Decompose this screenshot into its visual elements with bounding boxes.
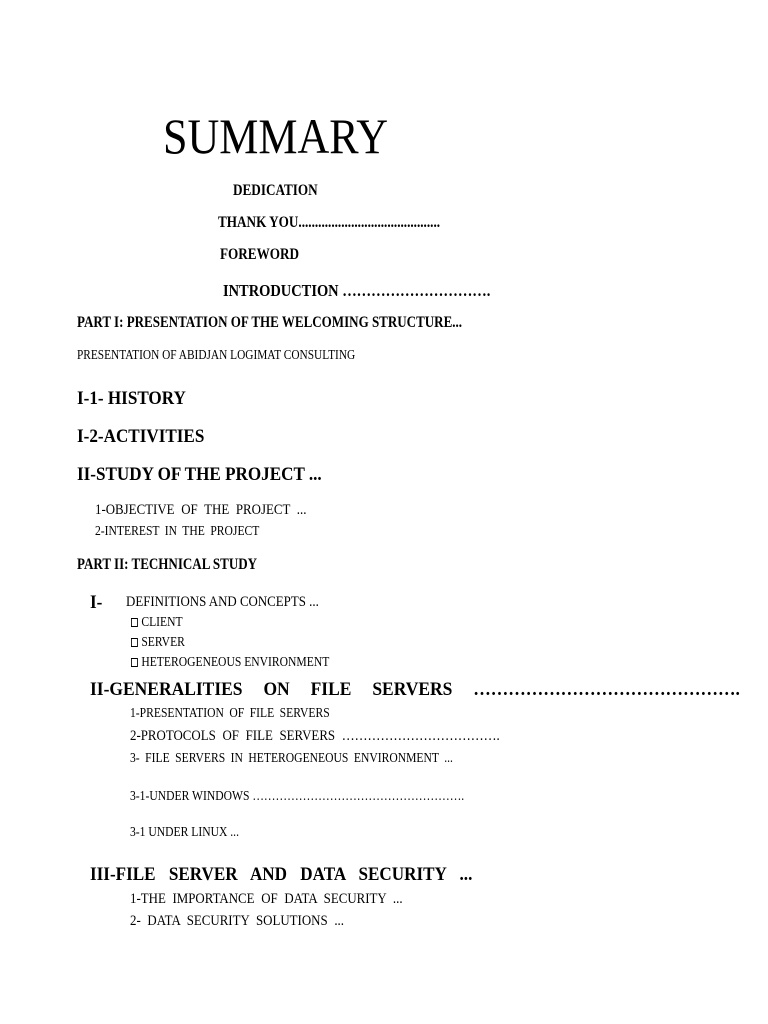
toc-definitions-number: I- — [90, 592, 103, 613]
toc-data-security: III-FILE SERVER AND DATA SECURITY ... — [90, 864, 473, 885]
toc-presentation-file-servers: 1-PRESENTATION OF FILE SERVERS — [130, 705, 330, 720]
toc-study-project: II-STUDY OF THE PROJECT ... — [77, 464, 322, 485]
toc-solutions: 2- DATA SECURITY SOLUTIONS ... — [130, 913, 345, 929]
toc-activities: I-2-ACTIVITIES — [77, 426, 205, 447]
toc-importance: 1-THE IMPORTANCE OF DATA SECURITY ... — [130, 891, 403, 907]
toc-introduction: INTRODUCTION …………………………. — [223, 281, 491, 300]
toc-foreword: FOREWORD — [220, 246, 300, 263]
square-bullet-icon — [131, 618, 138, 627]
toc-bullet-heterogeneous: HETEROGENEOUS ENVIRONMENT — [131, 655, 329, 669]
toc-under-windows: 3-1-UNDER WINDOWS ………………………………………………. — [130, 788, 465, 803]
toc-bullet-client: CLIENT — [131, 615, 183, 629]
toc-definitions: DEFINITIONS AND CONCEPTS ... — [126, 594, 319, 610]
toc-dedication: DEDICATION — [233, 182, 318, 199]
toc-heterogeneous: 3- FILE SERVERS IN HETEROGENEOUS ENVIRONMENT ... — [130, 750, 453, 765]
toc-part1-subheading: PRESENTATION OF ABIDJAN LOGIMAT CONSULTING — [77, 347, 356, 362]
toc-bullet-server: SERVER — [131, 635, 185, 649]
toc-protocols: 2-PROTOCOLS OF FILE SERVERS ………………………………. — [130, 728, 500, 744]
square-bullet-icon — [131, 658, 138, 667]
toc-history: I-1- HISTORY — [77, 388, 186, 409]
square-bullet-icon — [131, 638, 138, 647]
toc-thank-you: THANK YOU........................................... — [218, 214, 441, 231]
toc-part1-heading: PART I: PRESENTATION OF THE WELCOMING STRUCTURE... — [77, 314, 463, 331]
toc-generalities: II-GENERALITIES ON FILE SERVERS ………………………………………. — [90, 679, 740, 700]
toc-under-linux: 3-1 UNDER LINUX ... — [130, 824, 239, 839]
toc-part2-heading: PART II: TECHNICAL STUDY — [77, 556, 258, 573]
page-title: SUMMARY — [163, 108, 388, 164]
toc-interest: 2-INTEREST IN THE PROJECT — [95, 523, 260, 538]
toc-objective: 1-OBJECTIVE OF THE PROJECT ... — [95, 502, 307, 518]
